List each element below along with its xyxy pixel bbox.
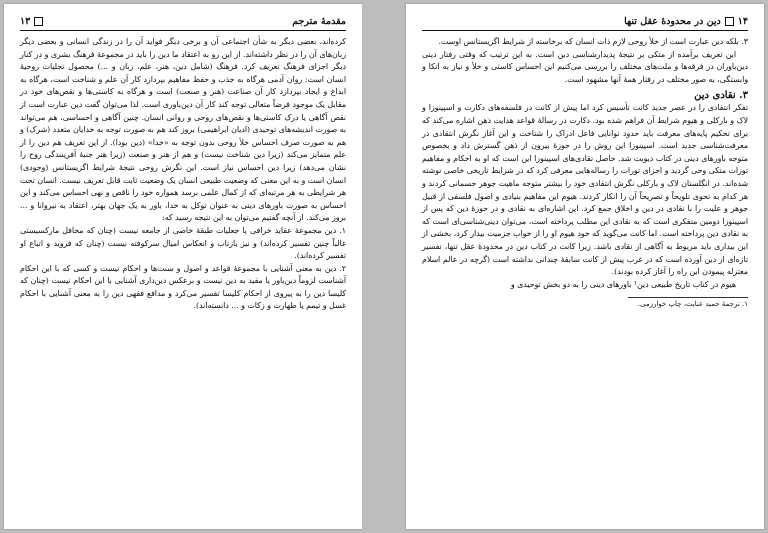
left-page-number: ۱۳: [20, 16, 31, 27]
square-ornament-icon: [34, 17, 43, 26]
left-page-body: [20, 36, 346, 313]
left-header-title: مقدمهٔ مترجم: [292, 16, 346, 27]
right-page: [406, 4, 764, 529]
footnote-divider: [628, 297, 748, 298]
page-gutter: [362, 0, 406, 533]
right-page-header: [422, 16, 748, 31]
right-page-body: [422, 36, 748, 308]
right-paragraph: هیوم در کتاب تاریخ طبیعی دین¹ باورهای دینی را به دو بخش توحیدی و: [510, 279, 736, 289]
square-ornament-icon: [725, 17, 734, 26]
right-paragraph: ۳. بلکه دین عبارت است از خلأ روحی لازم ذات انسان که برخاسته از شرایط اگزیستانس اوست.: [438, 37, 748, 46]
left-paragraph: کرده‌اند، بعضی دیگر به شأن اجتماعی آن و برخی دیگر فواید آن را در زندگی انسانی و بعضی دیگر زبان‌های آن را در نظر داشته‌اند. از این رو به اعتقاد ما دین را باید در مجموعهٔ فرهنگ بشری و در کنار دیگر اجزای فرهنگ تعریف کرد. فرهنگ (شامل دین، هنر، علم، زبان و ...) محصول تجلیات روحیهٔ انسان است: روان آدمی هرگاه به جذب و حفظ مفاهیم بپردازد کار آن علم و شناخت است، هرگاه به ابداع و ایجاد بپردازد کار آن صناعت (هنر و صنعت) است و هرگاه به کاستی‌ها و نقص‌های خود در مقابل یک موجود فرضاً متعالی توجه کند کار آن دین‌باوری است. لذا می‌توان گفت دین عبارت است از نقص آگاهی یا درک کاستی‌ها و نقص‌های روحی و روانی انسان. چنین آگاهی و احساسی، هم می‌تواند به صورت اندیشه‌های توحیدی (ادیان ابراهیمی) بروز کند هم به صورت توجه به خدایان متعدد (شرک) و هم به صورت صرف احساس خلأ روحی بدون توجه به «خدا» (دین بودا). از این تعریف هم دین را از علم متمایز می‌کند (زیرا دین شناخت نیست) و هم از هنر و صنعت (زیرا هنر جنبهٔ آفرینندگی روح را نشان می‌دهد) زیرا دین احساس نیاز است. این نگرش روحی نتیجهٔ شرایط اگزیستانس (وجودی) انسان است و به این معنی که وضعیت طبیعی انسان یک وضعیت ثابت قابل تعریف نیست. انسان تحت هر شرایطی به هر مرتبه‌ای که از کمال علمی برسد همواره خود را ناقص و نهی احساس می‌کند و این احساس به صورت باورهای دینی به عنوان توکل به خدا، باور به یک جهان بهتر، اعتقاد به نیروانا و ... بروز می‌کند. از آنچه گفتیم می‌توان به این نتیجه رسید که:: [20, 37, 346, 223]
right-paragraph: این تعریف برآمده از متکی بر نتیجهٔ پدیدارشناسی دین است. به این ترتیب که وقتی رفتار دینی دین‌باوران در فرقه‌ها و ملت‌های مختلف را بررسی می‌کنیم این احساس کاستی و خلأ و نیاز به اتکا و وابستگی، به صور مختلف در رفتار همهٔ آنها مشهود است.: [422, 49, 748, 84]
left-list-item: ۱. دین مجموعهٔ عقاید خرافی یا جعلیات طبقهٔ خاصی از جامعه نیست (چنان که محافل مارکسیستی غالباً چنین تفسیر کرده‌اند) و نیز بازتاب و انعکاس امیال سرکوفته نیست (چنان که فروید و اتباع او تفسیر کرده‌اند).: [20, 225, 346, 261]
left-page: [4, 4, 362, 529]
left-list-item: ۲. دین به معنی آشنایی با مجموعهٔ قواعد و اصول و سنت‌ها و احکام نیست و کسی که با این احکام آشناست لزوماً دین‌باور یا مقید به دین نیست و برعکس دین‌داری آشنایی با این احکام نیست (چنان که کلیسا دین را به پیروی از احکام کلیسا تفسیر می‌کرد و مدافع فقهی دین را به معنی آشنایی با احکام غسل و تیمم یا طهارت و زکات و ... دانسته‌اند).: [20, 263, 346, 311]
left-page-header: [20, 16, 346, 31]
section-heading: ۳. نقادی دین: [694, 90, 748, 102]
footnote: ۱. ترجمهٔ حمید عنایت، چاپ خوارزمی.: [637, 300, 748, 309]
right-page-number: ۱۴: [737, 16, 748, 27]
right-paragraph: تفکر انتقادی را در عصر جدید کانت تأسیس کرد اما پیش از کانت در فلسفه‌های دکارت و اسپینوزا و لاک و بارکلی و هیوم شرایط آن فراهم شده بود. دکارت در رسالهٔ قواعد هدایت ذهن اشاره می‌کند که برای تحکیم پایه‌های معرفت باید حدود توانایی فاعل ادراک را شناخت و این آغاز نگرش انتقادی در معرفت‌شناسی جدید است. اسپینوزا این روش را در حوزهٔ بیرون از ذهن گسترش داد و بخصوص متوجه باورهای دینی در کتاب دیوبت شد. حاصل نقادی‌های اسپینوزا این است که او به احکام و مفاهیم تورات متکی وحی گردید و اجزای تورات را رساله‌هایی معرفی کرد که در شرایط تاریخی خاصی نوشته شده‌اند. در انگلستان لاک و بارکلی نگرش انتقادی خود را بیشتر متوجه ماهیت جوهر جسمانی کردند و هر کدام به نحوی تلویحاً و تصریحاً آن را انکار کردند. هیوم این مفاهیم بنیادی و اصول فلسفی از قبیل جوهر و علیت را با نقادی در دین و اخلاق جمع کرد. این اشاره‌ای به نقادی و در حوزهٔ دین که پس از اسپینوزا دومین متفکری است که به نقادی این مطلب پرداخته است، می‌توان دینی‌شناسی‌ای است که به نقادی دین پرداخته است. اما کانت می‌گوید که خود هیوم او را از خواب جزمیت بیدار کرد، بخشی از این بیداری باید مربوط به آگاهی از نقادی باشد. زیرا کانت در کتاب دین در محدودهٔ عقل تنها، تفسیر تازه‌ای از دین آورده است که در غرب پیش از کانت سابقهٔ چندانی نداشته است (گرچه در عالم اسلام معتزله پیمودن این راه را آغاز کرده بودند).: [422, 103, 748, 277]
right-header-title: دین در محدودهٔ عقل تنها: [624, 16, 721, 27]
